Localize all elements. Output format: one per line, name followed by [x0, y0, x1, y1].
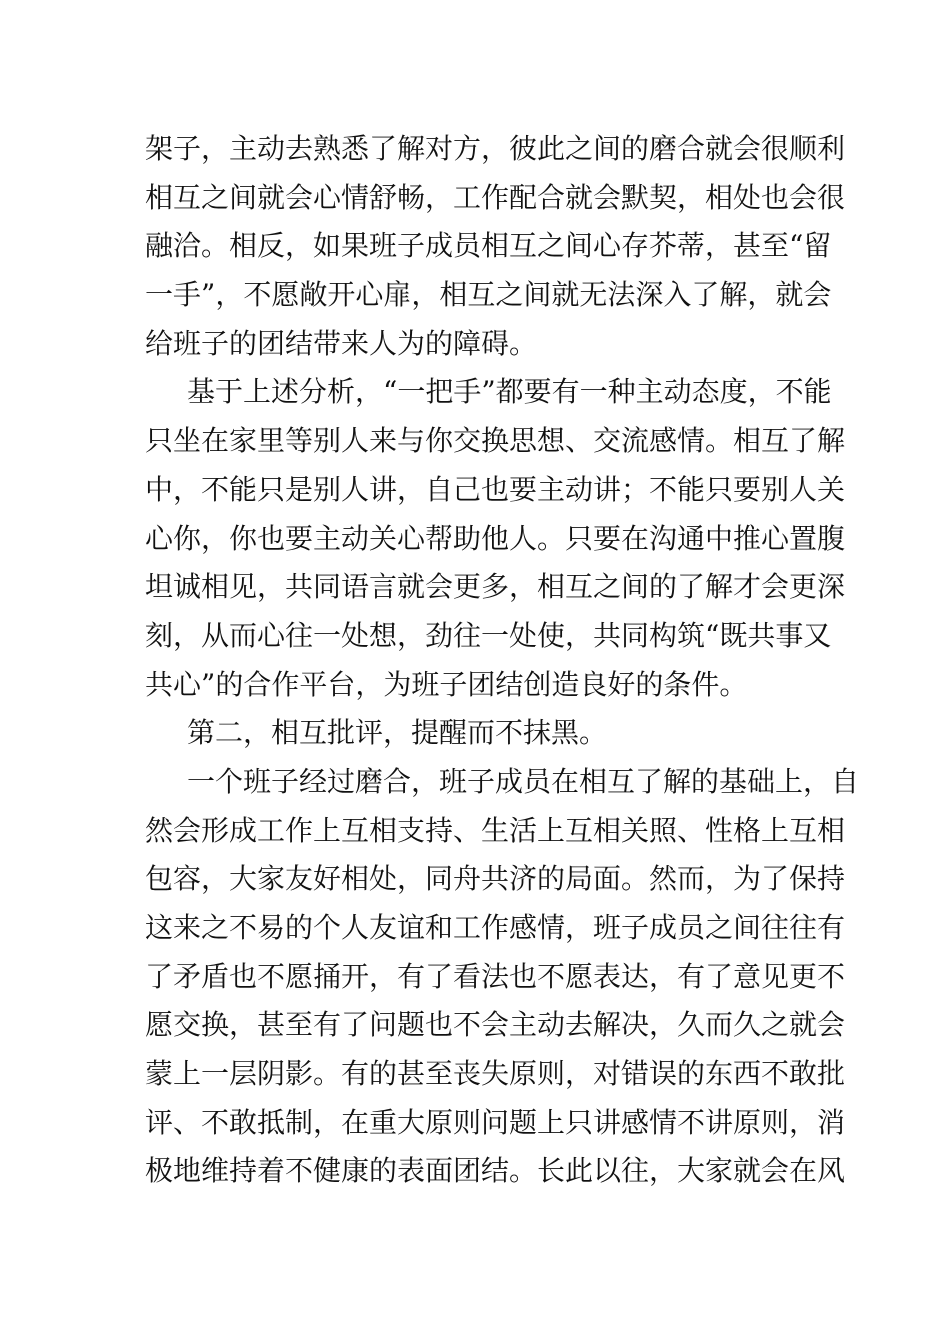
text-line: 蒙上一层阴影。有的甚至丧失原则，对错误的东西不敢批 — [145, 1057, 846, 1091]
text-line: 心你，你也要主动关心帮助他人。只要在沟通中推心置腹 — [145, 521, 846, 555]
text-line: 了矛盾也不愿捅开，有了看法也不愿表达，有了意见更不 — [145, 959, 846, 993]
text-line: 相互之间就会心情舒畅，工作配合就会默契，相处也会很 — [145, 180, 846, 214]
text-line: 只坐在家里等别人来与你交换思想、交流感情。相互了解 — [145, 424, 846, 458]
text-line: 坦诚相见，共同语言就会更多，相互之间的了解才会更深 — [145, 570, 846, 604]
paragraph-first-line: 基于上述分析，“一把手”都要有一种主动态度，不能 — [187, 375, 832, 409]
text-line: 中，不能只是别人讲，自己也要主动讲；不能只要别人关 — [145, 472, 846, 506]
text-line: 这来之不易的个人友谊和工作感情，班子成员之间往往有 — [145, 911, 846, 944]
paragraph-first-line: 一个班子经过磨合，班子成员在相互了解的基础上，自 — [187, 764, 860, 798]
text-line: 一手”，不愿敞开心扉，相互之间就无法深入了解，就会 — [145, 278, 832, 312]
text-line: 然会形成工作上互相支持、生活上互相关照、性格上互相 — [145, 813, 846, 847]
text-line: 刻，从而心往一处想，劲往一处使，共同构筑“既共事又 — [145, 618, 832, 652]
text-line: 给班子的团结带来人为的障碍。 — [145, 326, 538, 360]
text-line: 架子，主动去熟悉了解对方，彼此之间的磨合就会很顺利 — [145, 132, 846, 165]
text-line: 极地维持着不健康的表面团结。长此以往，大家就会在风 — [145, 1154, 846, 1188]
body-text — [145, 125, 860, 1196]
text-line: 共心”的合作平台，为班子团结创造良好的条件。 — [145, 667, 748, 701]
text-line: 融洽。相反，如果班子成员相互之间心存芥蒂，甚至“留 — [145, 229, 832, 263]
text-line: 评、不敢抵制，在重大原则问题上只讲感情不讲原则，消 — [145, 1105, 846, 1139]
section-heading: 第二，相互批评，提醒而不抹黑。 — [187, 716, 608, 750]
text-line: 愿交换，甚至有了问题也不会主动去解决，久而久之就会 — [145, 1008, 846, 1042]
text-line: 包容，大家友好相处，同舟共济的局面。然而，为了保持 — [145, 862, 846, 896]
